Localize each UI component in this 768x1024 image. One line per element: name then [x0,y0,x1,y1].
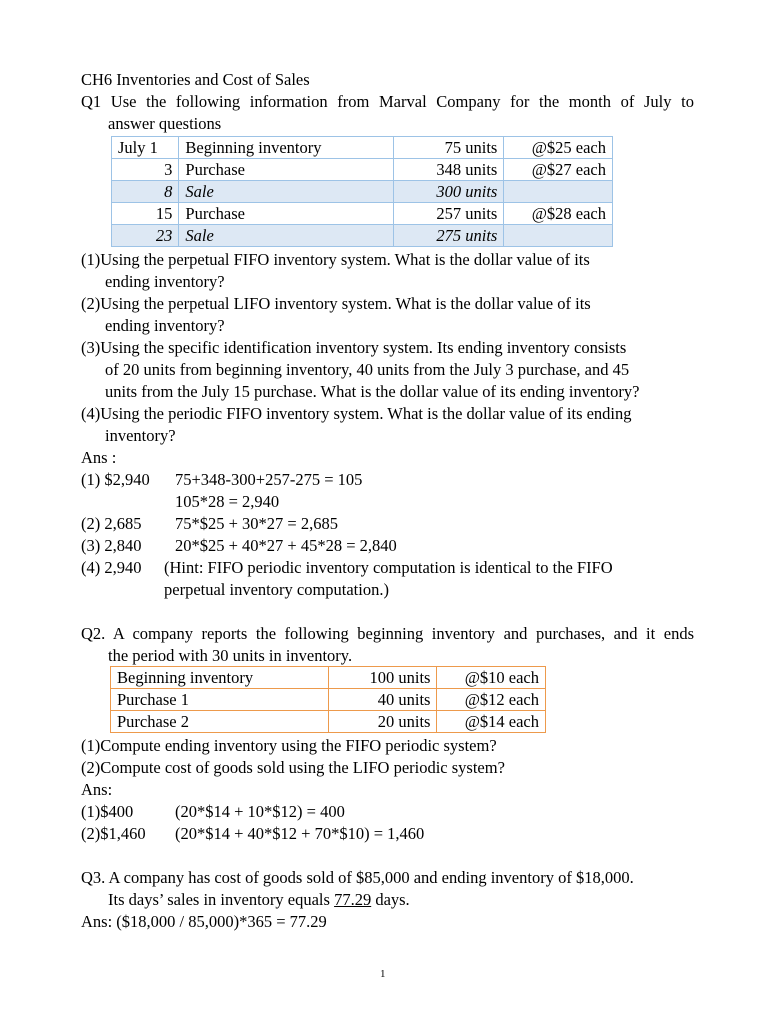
table-cell: Purchase 2 [111,711,329,733]
table-cell: 257 units [393,203,504,225]
q1-question-3-cont2: units from the July 15 purchase. What is the dollar value of its ending inventory? [105,382,640,401]
q2-answer-1-work: (20*$14 + 10*$12) = 400 [175,802,345,821]
table-cell: Sale [179,225,393,247]
q3-answer: Ans: ($18,000 / 85,000)*365 = 77.29 [81,912,327,931]
q3-line2-post: days. [371,890,410,909]
q3-line1: Q3. A company has cost of goods sold of $85,000 and ending inventory of $18,000. [81,868,634,887]
table-row [112,203,613,225]
q2-question-2: (2)Compute cost of goods sold using the LIFO periodic system? [81,758,505,777]
q1-answer-1-work: 75+348-300+257-275 = 105 [175,470,363,489]
page-number: 1 [380,968,386,980]
table-cell: Beginning inventory [179,137,393,159]
q1-answer-4: (4) 2,940 [81,558,142,577]
q3-line2-pre: Its days’ sales in inventory equals [108,890,335,909]
q1-question-2: (2)Using the perpetual LIFO inventory system. What is the dollar value of its [81,294,591,313]
table-cell: 275 units [393,225,504,247]
q1-question-2-cont: ending inventory? [105,316,225,335]
table-cell: 3 [112,159,179,181]
q2-answer-2: (2)$1,460 [81,824,146,843]
table-row [111,689,546,711]
table-cell: 20 units [329,711,437,733]
q3-line2 [108,890,410,910]
q1-answer-4-hint: (Hint: FIFO periodic inventory computation is identical to the FIFO [164,558,613,577]
table-row [112,137,613,159]
q1-question-4-cont: inventory? [105,426,176,445]
q1-answer-2: (2) 2,685 [81,514,142,533]
table-row [112,225,613,247]
q1-answer-1-work2: 105*28 = 2,940 [175,492,280,511]
q1-answer-3: (3) 2,840 [81,536,142,555]
table-row [112,159,613,181]
table-cell: Purchase [179,203,393,225]
table-cell [504,225,613,247]
q2-answer-1: (1)$400 [81,802,134,821]
table-row [112,181,613,203]
q1-inventory-table [111,136,613,247]
table-cell: @$10 each [437,667,546,689]
table-row [111,667,546,689]
table-cell [504,181,613,203]
table-cell: 300 units [393,181,504,203]
q2-inventory-table [110,666,546,733]
table-cell: 100 units [329,667,437,689]
q1-answer-1: (1) $2,940 [81,470,150,489]
q2-intro-line1: Q2. A company reports the following beginning inventory and purchases, and it ends [81,624,694,643]
q1-answer-label: Ans : [81,448,117,467]
q1-intro-line1: Q1 Use the following information from Marval Company for the month of July to [81,92,694,111]
table-row [111,711,546,733]
q1-question-3-cont: of 20 units from beginning inventory, 40 units from the July 3 purchase, and 45 [105,360,630,379]
q2-question-1: (1)Compute ending inventory using the FIFO periodic system? [81,736,497,755]
table-cell: Purchase [179,159,393,181]
table-cell: @$27 each [504,159,613,181]
q2-answer-2-work: (20*$14 + 40*$12 + 70*$10) = 1,460 [175,824,425,843]
table-cell: Sale [179,181,393,203]
q2-intro-line2: the period with 30 units in inventory. [108,646,353,665]
q1-question-1-cont: ending inventory? [105,272,225,291]
q1-question-1: (1)Using the perpetual FIFO inventory system. What is the dollar value of its [81,250,590,269]
q1-intro-line2: answer questions [108,114,222,133]
table-cell: 40 units [329,689,437,711]
table-cell: 75 units [393,137,504,159]
q1-answer-4-hint-cont: perpetual inventory computation.) [164,580,389,599]
table-cell: @$25 each [504,137,613,159]
q3-days-value: 77.29 [334,890,372,909]
table-cell: Beginning inventory [111,667,329,689]
table-cell: 348 units [393,159,504,181]
table-cell: Purchase 1 [111,689,329,711]
table-cell: 23 [112,225,179,247]
q1-answer-3-work: 20*$25 + 40*27 + 45*28 = 2,840 [175,536,397,555]
table-cell: 8 [112,181,179,203]
table-cell: @$12 each [437,689,546,711]
page-title: CH6 Inventories and Cost of Sales [81,70,310,89]
q1-answer-2-work: 75*$25 + 30*27 = 2,685 [175,514,338,533]
q1-question-4: (4)Using the periodic FIFO inventory system. What is the dollar value of its ending [81,404,632,423]
table-cell: @$14 each [437,711,546,733]
q1-question-3: (3)Using the specific identification inventory system. Its ending inventory consists [81,338,627,357]
table-cell: 15 [112,203,179,225]
table-cell: July 1 [112,137,179,159]
q2-answer-label: Ans: [81,780,113,799]
table-cell: @$28 each [504,203,613,225]
